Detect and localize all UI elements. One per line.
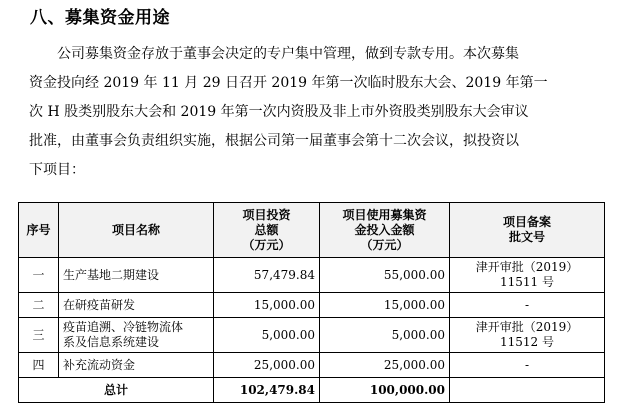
cell-project-name: 在研疫苗研发	[59, 293, 214, 318]
cell-raised: 15,000.00	[320, 293, 450, 318]
cell-approval: -	[450, 353, 605, 378]
paragraph-line: 下项目：	[29, 162, 85, 178]
cell-total: 5,000.00	[214, 318, 320, 353]
total-raised: 100,000.00	[320, 378, 450, 403]
total-investment: 102,479.84	[214, 378, 320, 403]
table-row	[19, 318, 605, 353]
cell-raised: 5,000.00	[320, 318, 450, 353]
section-heading: 八、募集资金用途	[30, 8, 170, 28]
table-row	[19, 353, 605, 378]
fund-use-table	[18, 202, 605, 403]
header-approval-no: 项目备案 批文号	[450, 203, 605, 258]
total-label: 总计	[19, 378, 214, 403]
table-row	[19, 293, 605, 318]
body-paragraph	[29, 40, 594, 185]
cell-raised: 55,000.00	[320, 258, 450, 293]
cell-total: 15,000.00	[214, 293, 320, 318]
paragraph-line: 公司募集资金存放于董事会决定的专户集中管理，做到专款专用。本次募集	[57, 46, 519, 62]
header-seq: 序号	[19, 203, 59, 258]
cell-raised: 25,000.00	[320, 353, 450, 378]
cell-seq: 三	[19, 318, 59, 353]
cell-approval: 津开审批（2019） 11512 号	[450, 318, 605, 353]
cell-seq: 一	[19, 258, 59, 293]
header-total-investment: 项目投资 总额 （万元）	[214, 203, 320, 258]
table-header-row	[19, 203, 605, 258]
total-approval	[450, 378, 605, 403]
cell-project-name: 补充流动资金	[59, 353, 214, 378]
header-raised-funds: 项目使用募集资 金投入金额 （万元）	[320, 203, 450, 258]
cell-project-name: 生产基地二期建设	[59, 258, 214, 293]
table-total-row	[19, 378, 605, 403]
cell-approval: 津开审批（2019） 11511 号	[450, 258, 605, 293]
cell-total: 57,479.84	[214, 258, 320, 293]
paragraph-line: 次 H 股类别股东大会和 2019 年第一次内资股及非上市外资股类别股东大会审议	[29, 104, 529, 120]
cell-seq: 二	[19, 293, 59, 318]
paragraph-line: 批准，由董事会负责组织实施，根据公司第一届董事会第十二次会议，拟投资以	[29, 133, 519, 149]
header-project-name: 项目名称	[59, 203, 214, 258]
cell-project-name: 疫苗追溯、冷链物流体 系及信息系统建设	[59, 318, 214, 353]
table-row	[19, 258, 605, 293]
cell-approval: -	[450, 293, 605, 318]
cell-seq: 四	[19, 353, 59, 378]
cell-total: 25,000.00	[214, 353, 320, 378]
paragraph-line: 资金投向经 2019 年 11 月 29 日召开 2019 年第一次临时股东大会、2019 年第一	[29, 75, 548, 91]
